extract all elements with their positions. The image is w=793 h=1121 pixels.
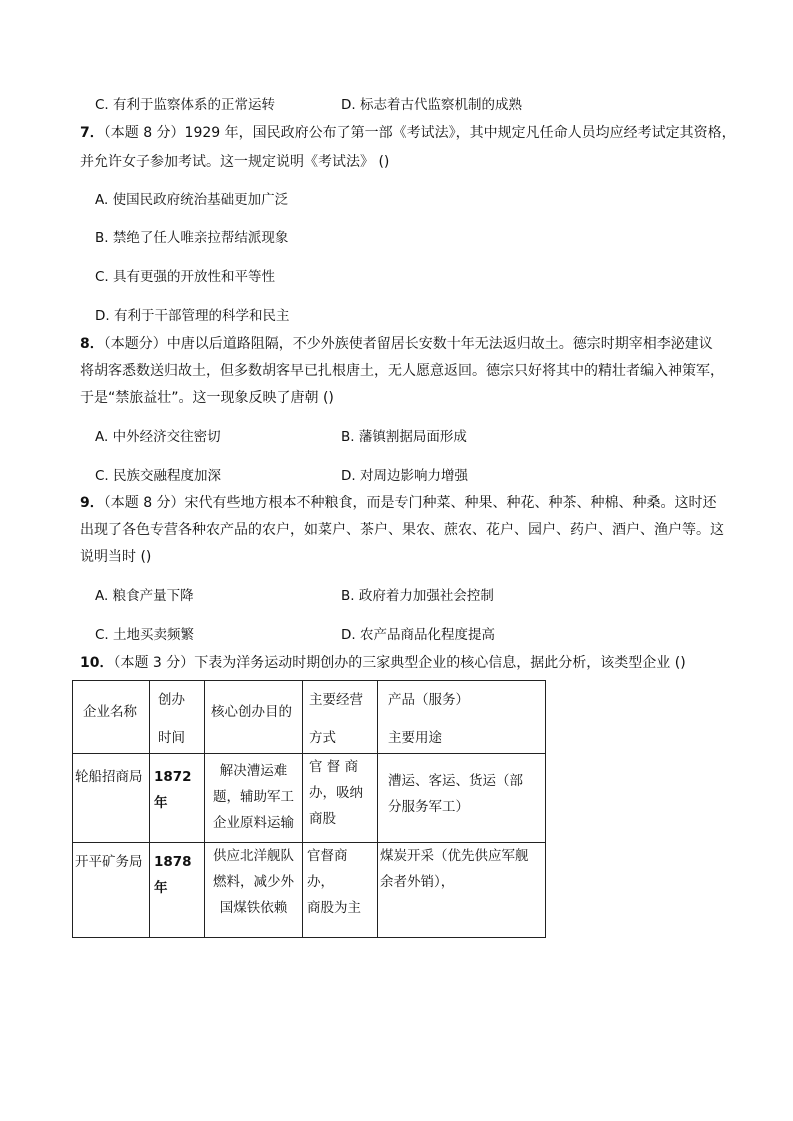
header-product-usage: 产品（服务） 主要用途 bbox=[378, 681, 546, 754]
q7-option-b: B. 禁绝了任人唯亲拉帮结派现象 bbox=[95, 230, 289, 246]
q7-option-a: A. 使国民政府统治基础更加广泛 bbox=[95, 192, 289, 208]
q8-option-c: C. 民族交融程度加深 bbox=[95, 468, 222, 484]
q8-stem-line-1: 8．（本题分）中唐以后道路阻隔，不少外族使者留居长安数十年无法返归故土。德宗时期宰相李泌建议 bbox=[80, 336, 713, 352]
row1-time: 1872 年 bbox=[150, 754, 205, 843]
q7-stem-line-1: 7．（本题 8 分）1929 年，国民政府公布了第一部《考试法》，其中规定凡任命人员均应经考试定其资格， bbox=[80, 125, 736, 141]
q9-option-d: D. 农产品商品化程度提高 bbox=[341, 627, 495, 643]
table-row bbox=[73, 843, 546, 938]
q7-option-d: D. 有利于干部管理的科学和民主 bbox=[95, 308, 290, 324]
q10-stem-line-1: 10．（本题 3 分）下表为洋务运动时期创办的三家典型企业的核心信息，据此分析，该类型企业 () bbox=[80, 655, 686, 671]
row2-product: 煤炭开采（优先供应军舰 余者外销）， bbox=[378, 843, 546, 938]
row1-name: 轮船招商局 bbox=[73, 754, 150, 843]
header-core-purpose: 核心创办目的 bbox=[205, 681, 303, 754]
q8-option-a: A. 中外经济交往密切 bbox=[95, 429, 221, 445]
row1-mode: 官 督 商 办，吸纳 商股 bbox=[303, 754, 378, 843]
row2-name: 开平矿务局 bbox=[73, 843, 150, 938]
q8-number: 8． bbox=[80, 336, 104, 352]
header-operation-mode: 主要经营 方式 bbox=[303, 681, 378, 754]
q9-option-b: B. 政府着力加强社会控制 bbox=[341, 588, 494, 604]
q8-stem-line-3: 于是“禁旅益壮”。这一现象反映了唐朝 () bbox=[80, 390, 334, 406]
q6-option-d: D. 标志着古代监察机制的成熟 bbox=[341, 97, 522, 113]
q7-stem-line-2: 并允许女子参加考试。这一规定说明《考试法》 () bbox=[80, 154, 390, 170]
q7-number: 7． bbox=[80, 125, 104, 141]
q9-option-c: C. 土地买卖频繁 bbox=[95, 627, 195, 643]
q6-option-c: C. 有利于监察体系的正常运转 bbox=[95, 97, 276, 113]
header-enterprise-name: 企业名称 bbox=[73, 681, 150, 754]
q8-option-b: B. 藩镇割据局面形成 bbox=[341, 429, 467, 445]
q10-number: 10． bbox=[80, 655, 114, 671]
table-header-row bbox=[73, 681, 546, 754]
q9-number: 9． bbox=[80, 495, 104, 511]
row1-product: 漕运、客运、货运（部 分服务军工） bbox=[378, 754, 546, 843]
q9-stem-line-2: 出现了各色专营各种农产品的农户，如菜户、茶户、果农、蔗农、花户、园户、药户、酒户、渔户等。这 bbox=[80, 522, 724, 538]
row2-purpose: 供应北洋舰队 燃料，减少外 国煤铁依赖 bbox=[205, 843, 303, 938]
q9-stem-line-1: 9．（本题 8 分）宋代有些地方根本不种粮食，而是专门种菜、种果、种花、种茶、种棉、种桑。这时还 bbox=[80, 495, 717, 511]
row1-purpose: 解决漕运难 题，辅助军工 企业原料运输 bbox=[205, 754, 303, 843]
header-founding-time: 创办 时间 bbox=[150, 681, 205, 754]
enterprise-table bbox=[72, 680, 546, 938]
row2-time: 1878 年 bbox=[150, 843, 205, 938]
row2-mode: 官督商办， 商股为主 bbox=[303, 843, 378, 938]
q9-option-a: A. 粮食产量下降 bbox=[95, 588, 194, 604]
q8-option-d: D. 对周边影响力增强 bbox=[341, 468, 468, 484]
q7-option-c: C. 具有更强的开放性和平等性 bbox=[95, 269, 276, 285]
q9-stem-line-3: 说明当时 () bbox=[80, 549, 152, 565]
table-row bbox=[73, 754, 546, 843]
q8-stem-line-2: 将胡客悉数送归故土，但多数胡客早已扎根唐土，无人愿意返回。德宗只好将其中的精壮者编入神策军， bbox=[80, 363, 724, 379]
